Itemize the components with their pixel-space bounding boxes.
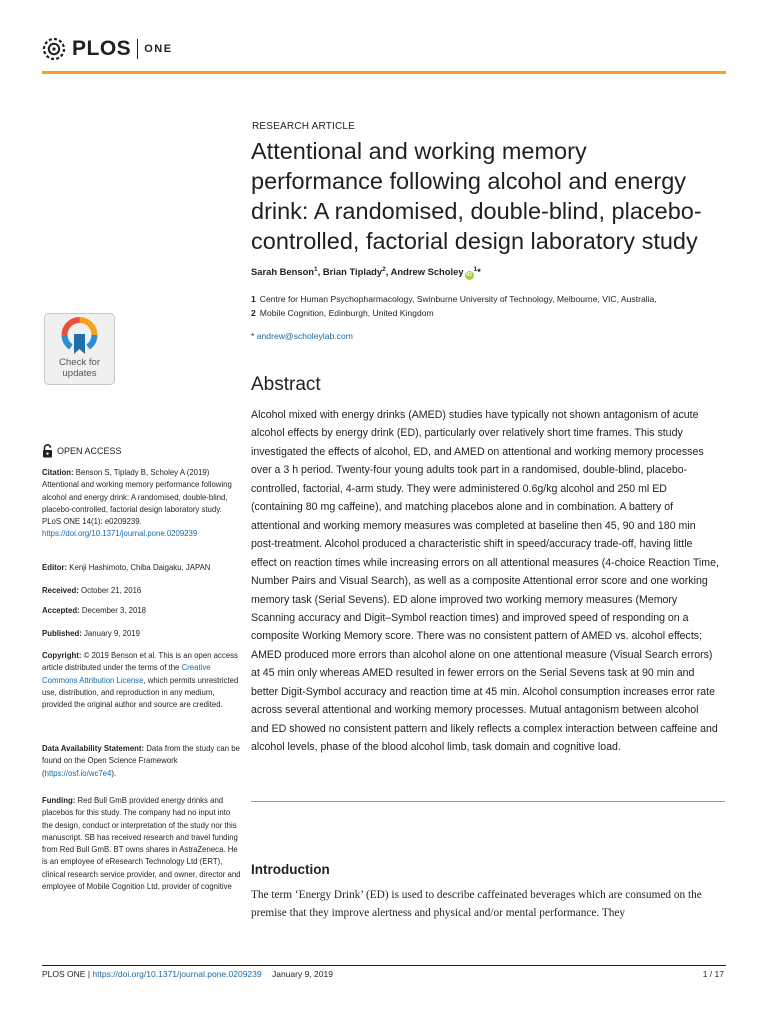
citation-label: Citation: xyxy=(42,468,74,477)
editor-label: Editor: xyxy=(42,563,68,572)
affiliation-number: 2 xyxy=(251,308,256,318)
header-rule xyxy=(42,71,726,74)
corresponding-marker: * xyxy=(477,266,481,278)
data-availability-block xyxy=(42,743,242,780)
footer-date: January 9, 2019 xyxy=(271,969,333,979)
copyright-text-end: , which permits unrestricted use, distribution, and reproduction in any medium, provided the original author and source are credited. xyxy=(42,675,239,710)
check-for-updates-button[interactable] xyxy=(44,313,115,385)
plos-one-logo[interactable] xyxy=(40,34,173,64)
accepted-block xyxy=(42,605,242,617)
footer-rule xyxy=(42,965,726,966)
citation-block xyxy=(42,467,242,541)
footer-doi-link[interactable]: https://doi.org/10.1371/journal.pone.0209239 xyxy=(92,969,262,979)
affiliation-text: Mobile Cognition, Edinburgh, United Kingdom xyxy=(259,308,434,318)
abstract-text: Alcohol mixed with energy drinks (AMED) studies have typically not shown antagonism of acute alcohol effects by energy drink (ED), particularly over relatively short time frames. This study investigated the effects of alcohol, ED, and AMED on attentional and working memory processes over a 3 h period. Twenty-four young adults took part in a randomised, double-blind, placebo-controlled, factorial, 4-arm study. They were administered 0.6g/kg alcohol and 250 ml ED (containing 80 mg caffeine), and matching placebos alone and in combination. A battery of attentional and working memory measures was completed at baseline then 45, 90 and 180 min post-treatment. Alcohol produced a characteristic shift in speed/accuracy trade-off, having little effect on reaction times while increasing errors on all attentional measures (4-choice Reaction Time, Number Pairs and Visual Search), as well as a composite Attentional error score and one working memory task (Serial Sevens). ED alone improved two working memory measures (Memory Scanning accuracy and Digit–Symbol reaction times) and improved speed of responding on a composite Working Memory score. There was no consistent pattern of AMED vs. alcohol effects; AMED produced more errors than alcohol alone on one attentional measure (Visual Search errors) at 45 min only whereas AMED resulted in fewer errors on the Serial Sevens task at 90 min and better Digit-Symbol accuracy and reaction time at 45 min. Alcohol consumption increases error rate across several attentional and working memory processes. Mutual antagonism between alcohol and ED showed no consistent pattern and likely reflects a complex interaction between caffeine and alcohol levels, phase of the blood alcohol limb, task domain and cognitive load. xyxy=(251,409,719,754)
email-link[interactable]: andrew@scholeylab.com xyxy=(256,331,353,341)
accepted-date: December 3, 2018 xyxy=(81,606,147,615)
article-type: RESEARCH ARTICLE xyxy=(252,121,356,132)
plos-logo-icon xyxy=(40,35,68,63)
check-for-updates-icon xyxy=(45,314,114,358)
author-list xyxy=(251,266,481,280)
affiliation-number: 1 xyxy=(251,294,256,304)
copyright-block xyxy=(42,650,242,711)
orcid-icon[interactable]: iD xyxy=(466,272,472,279)
received-label: Received: xyxy=(42,586,79,595)
abstract-heading: Abstract xyxy=(251,374,321,395)
introduction-heading: Introduction xyxy=(251,862,330,877)
logo-text: PLOS xyxy=(72,37,132,60)
citation-text: Benson S, Tiplady B, Scholey A (2019) Attentional and working memory performance following alcohol and energy drink: A randomised, double-blind, placebo-controlled, factorial design laboratory study. PLoS ONE 14(1): e0209239. xyxy=(42,468,232,527)
open-access-badge xyxy=(42,444,122,458)
open-access-label: OPEN ACCESS xyxy=(57,446,122,456)
author-affiliation-marker: 1 xyxy=(473,266,478,273)
received-date: October 21, 2016 xyxy=(81,586,142,595)
published-label: Published: xyxy=(42,629,82,638)
data-availability-text: Data from the study can be found on the Open Science Framework ( xyxy=(42,744,240,778)
osf-link[interactable]: https://osf.io/wc7e4 xyxy=(44,768,112,778)
author-name[interactable]: Andrew Scholey xyxy=(390,266,464,278)
author-affiliation-marker: 1 xyxy=(314,266,318,273)
logo-divider xyxy=(137,39,138,59)
funding-block xyxy=(42,795,242,893)
open-lock-icon xyxy=(42,444,53,458)
corresponding-email xyxy=(251,331,353,341)
author-affiliation-marker: 2 xyxy=(382,266,386,273)
data-availability-end: ). xyxy=(111,768,117,778)
footer-citation xyxy=(42,969,333,979)
editor-block xyxy=(42,562,242,574)
published-date: January 9, 2019 xyxy=(84,629,140,638)
editor-text: Kenji Hashimoto, Chiba Daigaku, JAPAN xyxy=(69,563,211,572)
accepted-label: Accepted: xyxy=(42,606,80,615)
citation-doi-link[interactable]: https://doi.org/10.1371/journal.pone.0209239 xyxy=(42,529,198,539)
funding-label: Funding: xyxy=(42,796,76,805)
page-number: 1 / 17 xyxy=(702,969,724,979)
data-availability-label: Data Availability Statement: xyxy=(42,744,145,753)
funding-text: Red Bull GmB provided energy drinks and placebos for this study. The company had no input into the design, conduct or interpretation of the study nor this manuscript. SB has received research and travel funding from Red Bull GmB. BT owns shares in AstraZeneca. He is an employee of eResearch Technology Ltd (ERT), clinical research service provider, and owner, director and employee of Mobile Cognition Ltd, provider of cognitive xyxy=(42,796,241,892)
corresponding-asterisk: * xyxy=(251,331,255,341)
author-name[interactable]: Sarah Benson xyxy=(251,266,315,278)
author-separator: , xyxy=(385,266,391,278)
license-link[interactable]: Creative Commons Attribution License xyxy=(42,663,211,685)
author-name[interactable]: Brian Tiplady xyxy=(322,266,383,278)
affiliations xyxy=(251,292,657,320)
abstract-divider xyxy=(251,801,725,802)
logo-sub-text: ONE xyxy=(144,43,173,55)
check-for-updates-label: Check for updates xyxy=(58,357,101,379)
footer-journal: PLOS ONE | xyxy=(42,969,91,979)
affiliation-text: Centre for Human Psychopharmacology, Swinburne University of Technology, Melbourne, VIC, Australia, xyxy=(259,294,657,304)
article-title: Attentional and working memory performance following alcohol and energy drink: A randomised, double-blind, placebo-controlled, factorial design laboratory study xyxy=(251,138,702,254)
affiliation-item xyxy=(251,306,657,320)
introduction-text: The term ‘Energy Drink’ (ED) is used to describe caffeinated beverages which are consumed on the premise that they improve alertness and physical and/or mental performance. They xyxy=(251,889,702,919)
affiliation-item xyxy=(251,292,657,306)
copyright-label: Copyright: xyxy=(42,651,82,660)
published-block xyxy=(42,628,242,640)
author-separator: , xyxy=(317,266,323,278)
received-block xyxy=(42,585,242,597)
copyright-text: © 2019 Benson et al. This is an open access article distributed under the terms of the xyxy=(42,651,238,673)
